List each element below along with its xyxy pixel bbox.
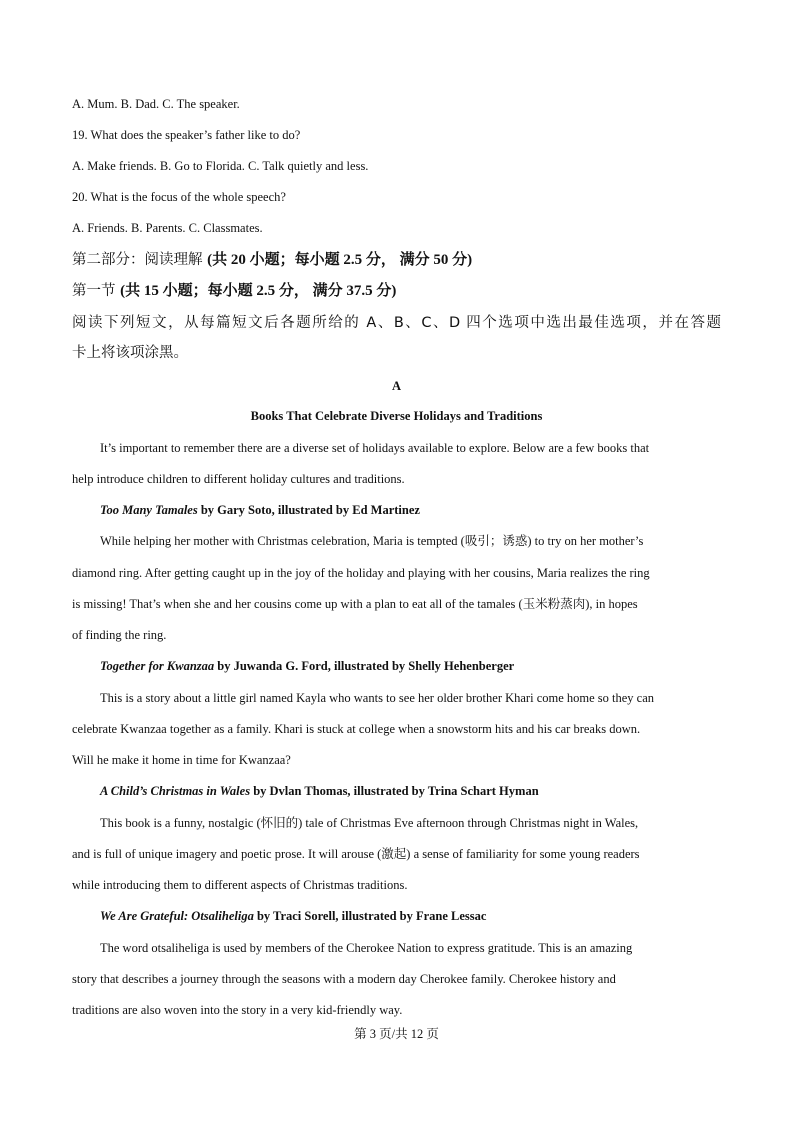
- paragraph-line: celebrate Kwanzaa together as a family. Khari is stuck at college when a snowstorm hits and his car breaks down.: [72, 722, 641, 736]
- paragraph-line: while introducing them to different aspects of Christmas traditions.: [72, 878, 408, 892]
- paragraph-line: of finding the ring.: [72, 628, 167, 642]
- q19-options: A. Make friends. B. Go to Florida. C. Talk quietly and less.: [72, 159, 369, 173]
- passage-letter: A: [391, 379, 402, 393]
- book-heading: [100, 502, 420, 518]
- paragraph-line: This is a story about a little girl named Kayla who wants to see her older brother Khari come home so they can: [100, 691, 655, 705]
- paragraph-line: and is full of unique imagery and poetic prose. It will arouse (激起) a sense of familiarity for some young readers: [72, 847, 640, 861]
- part2-heading-scoring: (共 20 小题；每小题 2.5 分， 满分 50 分): [207, 252, 473, 268]
- paragraph-line: traditions are also woven into the story in a very kid-friendly way.: [72, 1003, 403, 1017]
- book-byline: by Gary Soto, illustrated by Ed Martinez: [197, 503, 420, 517]
- book-byline: by Juwanda G. Ford, illustrated by Shelly Hehenberger: [214, 659, 515, 673]
- part2-heading: [72, 250, 472, 270]
- book-title: Together for Kwanzaa: [100, 659, 215, 673]
- paragraph-line: While helping her mother with Christmas celebration, Maria is tempted (吸引；诱惑) to try on her mother’s: [100, 534, 644, 548]
- paragraph-line: The word otsaliheliga is used by members of the Cherokee Nation to express gratitude. This is an amazing: [100, 941, 633, 955]
- section1-heading-scoring: (共 15 小题；每小题 2.5 分， 满分 37.5 分): [120, 283, 397, 299]
- instruction-line-2: 卡上将该项涂黑。: [72, 345, 188, 361]
- paragraph-line: is missing! That’s when she and her cousins come up with a plan to eat all of the tamales (玉米粉蒸肉), in hopes: [72, 597, 638, 611]
- paragraph-line: Will he make it home in time for Kwanzaa?: [72, 753, 291, 767]
- q19-question: 19. What does the speaker’s father like to do?: [72, 128, 301, 142]
- paragraph-line: This book is a funny, nostalgic (怀旧的) tale of Christmas Eve afternoon through Christmas night in Wales,: [100, 816, 639, 830]
- section1-heading-label: 第一节: [72, 283, 116, 299]
- intro-line-1: It’s important to remember there are a diverse set of holidays available to explore. Below are a few books that: [100, 441, 650, 455]
- book-title: We Are Grateful: Otsaliheliga: [100, 909, 254, 923]
- q20-options: A. Friends. B. Parents. C. Classmates.: [72, 221, 263, 235]
- book-title: A Child’s Christmas in Wales: [100, 784, 251, 798]
- intro-line-2: help introduce children to different holiday cultures and traditions.: [72, 472, 405, 486]
- instruction-line-1: 阅读下列短文，从每篇短文后各题所给的 A、B、C、D 四个选项中选出最佳选项，并在答题: [72, 315, 721, 331]
- book-byline: by Traci Sorell, illustrated by Frane Lessac: [253, 909, 487, 923]
- q18-options: A. Mum. B. Dad. C. The speaker.: [72, 97, 240, 111]
- book-byline: by Dvlan Thomas, illustrated by Trina Schart Hyman: [250, 784, 539, 798]
- book-heading: [100, 658, 514, 674]
- paragraph-line: diamond ring. After getting caught up in the joy of the holiday and playing with her cousins, Maria realizes the ring: [72, 566, 650, 580]
- q20-question: 20. What is the focus of the whole speech?: [72, 190, 286, 204]
- book-heading: [100, 908, 486, 924]
- page-footer: 第 3 页/共 12 页: [354, 1027, 439, 1041]
- book-heading: [100, 783, 539, 799]
- passage-title: Books That Celebrate Diverse Holidays and Traditions: [250, 409, 543, 423]
- book-title: Too Many Tamales: [100, 503, 198, 517]
- part2-heading-label: 第二部分：阅读理解: [72, 252, 203, 268]
- section1-heading: [72, 281, 396, 301]
- paragraph-line: story that describes a journey through the seasons with a modern day Cherokee family. Cherokee history and: [72, 972, 616, 986]
